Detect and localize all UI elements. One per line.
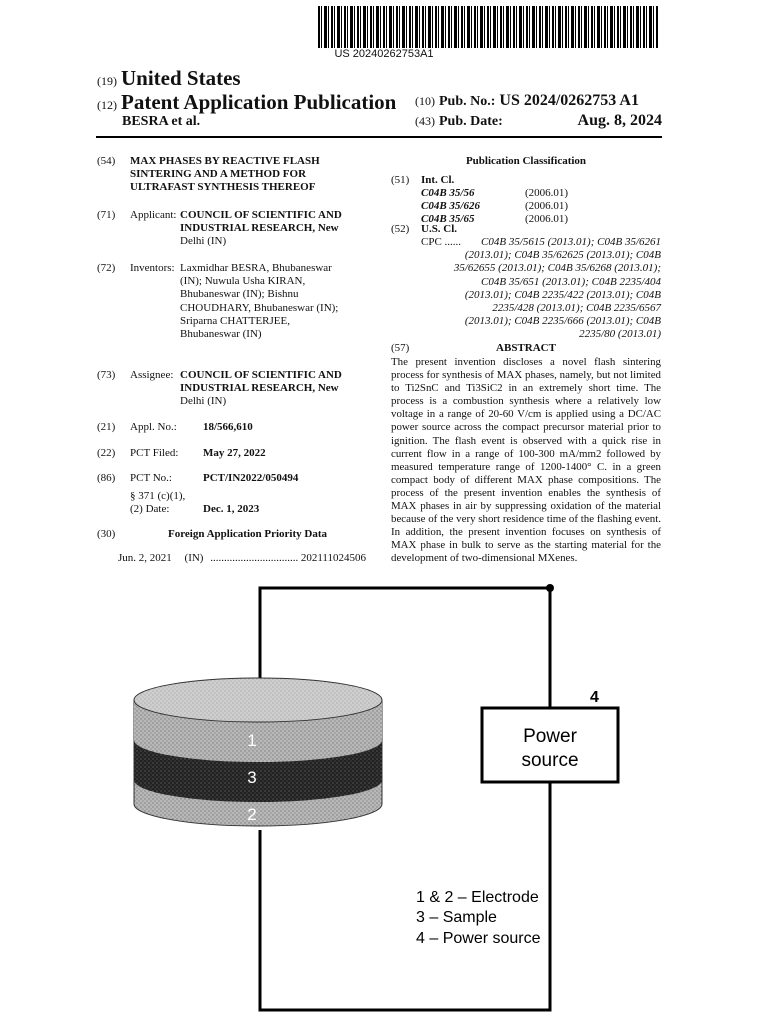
abstract-text: The present invention discloses a novel flash sintering process for synthesis of MAX phases, namely, but not limited to Ti2SnC and Ti3SiC2 in an extremely short time. The process is a combustion synthesis where a relatively low voltage in a range of 20-60 V/cm is applied using a DC/AC power source across the compact precursor material prior to ignition. The flash event is observed with a quick rise in current flow in a range of 100-300 mA/mm2 followed by measured temperature range of 1200-1400° C. in a green compact body of different MAX phase compositions. The process of the present invention enables the synthesis of MAX phases in air by suppressing oxidation of the material because of the very short residence time of the flashing event. In addition, the present invention focuses on synthesis of MAX phase in bulk to serve as the starting material for the development of two-dimensional MXenes. — [391, 356, 661, 565]
inventor-line: (IN); Nuwula Usha KIRAN, — [180, 275, 306, 288]
assignee-label: Assignee: — [130, 369, 174, 381]
us-cl-label: U.S. Cl. — [421, 223, 458, 235]
assignee-line: COUNCIL OF SCIENTIFIC AND — [180, 369, 342, 381]
label-3: 3 — [247, 768, 257, 787]
foreign-priority-title: Foreign Application Priority Data — [168, 528, 327, 540]
label-1: 1 — [247, 731, 257, 750]
inventor-line: CHOUDHARY, Bhubaneswar (IN); — [180, 301, 339, 314]
pct-no-label: PCT No.: — [130, 472, 172, 484]
pct-filed-label: PCT Filed: — [130, 447, 179, 459]
leader-dots: ................................ — [210, 552, 299, 564]
cpc-line: C04B 35/651 (2013.01); C04B 2235/404 — [481, 275, 661, 288]
tag-10: (10) — [415, 94, 435, 108]
legend-electrode: 1 & 2 – Electrode — [416, 889, 539, 906]
pct-no: PCT/IN2022/050494 — [203, 472, 299, 484]
cylinder-top — [134, 678, 382, 722]
pub-no-line — [415, 92, 639, 110]
tag-30: (30) — [97, 528, 116, 540]
s371-date: Dec. 1, 2023 — [203, 503, 260, 515]
flash-sintering-diagram — [0, 570, 768, 1024]
pub-date-line — [415, 112, 662, 130]
tag-19: (19) — [97, 74, 117, 88]
title-line: ULTRAFAST SYNTHESIS THEREOF — [130, 181, 316, 194]
inventor-line: Sriparna CHATTERJEE, — [180, 314, 290, 327]
applicant — [180, 209, 342, 249]
int-cl-code: C04B 35/65 — [421, 213, 475, 226]
tag-72: (72) — [97, 262, 116, 274]
barcode — [318, 6, 658, 48]
cpc-line: (2013.01); C04B 2235/422 (2013.01); C04B — [464, 288, 661, 301]
cpc-line: 2235/428 (2013.01); C04B 2235/6567 — [492, 302, 661, 315]
tag-71: (71) — [97, 209, 116, 221]
inventor-short: BESRA et al. — [122, 114, 201, 129]
int-cl-row — [421, 200, 611, 213]
priority-date: Jun. 2, 2021 — [118, 552, 172, 564]
pub-no-label: Pub. No.: — [439, 94, 496, 109]
power-source-label-1: Power — [523, 726, 577, 747]
tag-54: (54) — [97, 155, 116, 167]
priority-number: 202111024506 — [300, 552, 366, 564]
power-source-label-2: source — [521, 750, 579, 771]
int-cl-year: (2006.01) — [525, 200, 569, 213]
int-cl-year: (2006.01) — [525, 213, 569, 226]
pub-type-line — [97, 90, 396, 115]
title-line: SINTERING AND A METHOD FOR — [130, 168, 307, 181]
s371-label: § 371 (c)(1), — [130, 490, 186, 502]
int-cl-code: C04B 35/626 — [421, 200, 480, 213]
title-line: MAX PHASES BY REACTIVE FLASH — [130, 155, 320, 167]
tag-73: (73) — [97, 369, 116, 381]
inventor-line: Bhubaneswar (IN) — [180, 328, 262, 341]
legend-sample: 3 – Sample — [416, 909, 497, 926]
cpc-line: C04B 35/5615 (2013.01); C04B 35/6261 — [481, 236, 661, 248]
int-cl-row — [421, 187, 611, 200]
tag-12: (12) — [97, 98, 117, 112]
label-4: 4 — [590, 689, 599, 706]
inventor-line: Laxmidhar BESRA, Bhubaneswar — [180, 262, 332, 274]
cpc-classes — [421, 236, 661, 342]
inventors — [180, 262, 338, 341]
figure — [0, 570, 768, 1029]
pub-class-title: Publication Classification — [465, 155, 587, 167]
pub-date: Aug. 8, 2024 — [577, 112, 662, 129]
invention-title — [130, 155, 320, 195]
abstract-title: ABSTRACT — [496, 342, 556, 354]
priority-country: (IN) — [184, 552, 204, 564]
pub-date-label: Pub. Date: — [439, 114, 503, 129]
pct-filed-date: May 27, 2022 — [203, 447, 266, 459]
tag-43: (43) — [415, 114, 435, 128]
tag-86: (86) — [97, 472, 116, 484]
int-cl-year: (2006.01) — [525, 187, 569, 199]
header-rule — [96, 136, 662, 138]
applicant-label: Applicant: — [130, 209, 177, 221]
legend-power-source: 4 – Power source — [416, 930, 541, 947]
publication-type: Patent Application Publication — [121, 90, 397, 114]
cpc-line: 35/62655 (2013.01); C04B 35/6268 (2013.01); — [453, 262, 661, 275]
foreign-priority-row — [118, 552, 366, 565]
assignee-line: Delhi (IN) — [180, 395, 227, 408]
s371-date-label: (2) Date: — [130, 503, 170, 515]
tag-22: (22) — [97, 447, 116, 459]
tag-51: (51) — [391, 174, 410, 186]
country-line — [97, 66, 241, 91]
pub-no: US 2024/0262753 A1 — [499, 92, 639, 109]
applicant-line: INDUSTRIAL RESEARCH, New — [180, 222, 339, 235]
applicant-line: COUNCIL OF SCIENTIFIC AND — [180, 209, 342, 221]
int-cl-list — [421, 187, 611, 227]
tag-57: (57) — [391, 342, 410, 354]
appl-no: 18/566,610 — [203, 421, 253, 433]
tag-52: (52) — [391, 223, 410, 235]
tag-21: (21) — [97, 421, 116, 433]
inventor-line: Bhubaneswar (IN); Bishnu — [180, 288, 299, 301]
int-cl-code: C04B 35/56 — [421, 187, 475, 199]
cpc-line: (2013.01); C04B 2235/666 (2013.01); C04B — [464, 315, 661, 328]
country: United States — [121, 66, 241, 90]
barcode-number: US 20240262753A1 — [334, 48, 434, 60]
wire-junction — [546, 584, 554, 592]
int-cl-label: Int. Cl. — [421, 174, 455, 186]
label-2: 2 — [247, 805, 257, 824]
cpc-line: (2013.01); C04B 35/62625 (2013.01); C04B — [464, 249, 661, 262]
assignee-line: INDUSTRIAL RESEARCH, New — [180, 382, 339, 395]
cpc-prefix: CPC ...... — [421, 236, 462, 248]
sample-stack — [134, 678, 382, 826]
cpc-line: 2235/80 (2013.01) — [579, 328, 661, 341]
inventors-label: Inventors: — [130, 262, 175, 274]
applicant-line: Delhi (IN) — [180, 235, 227, 248]
assignee — [180, 369, 342, 409]
appl-no-label: Appl. No.: — [130, 421, 177, 433]
